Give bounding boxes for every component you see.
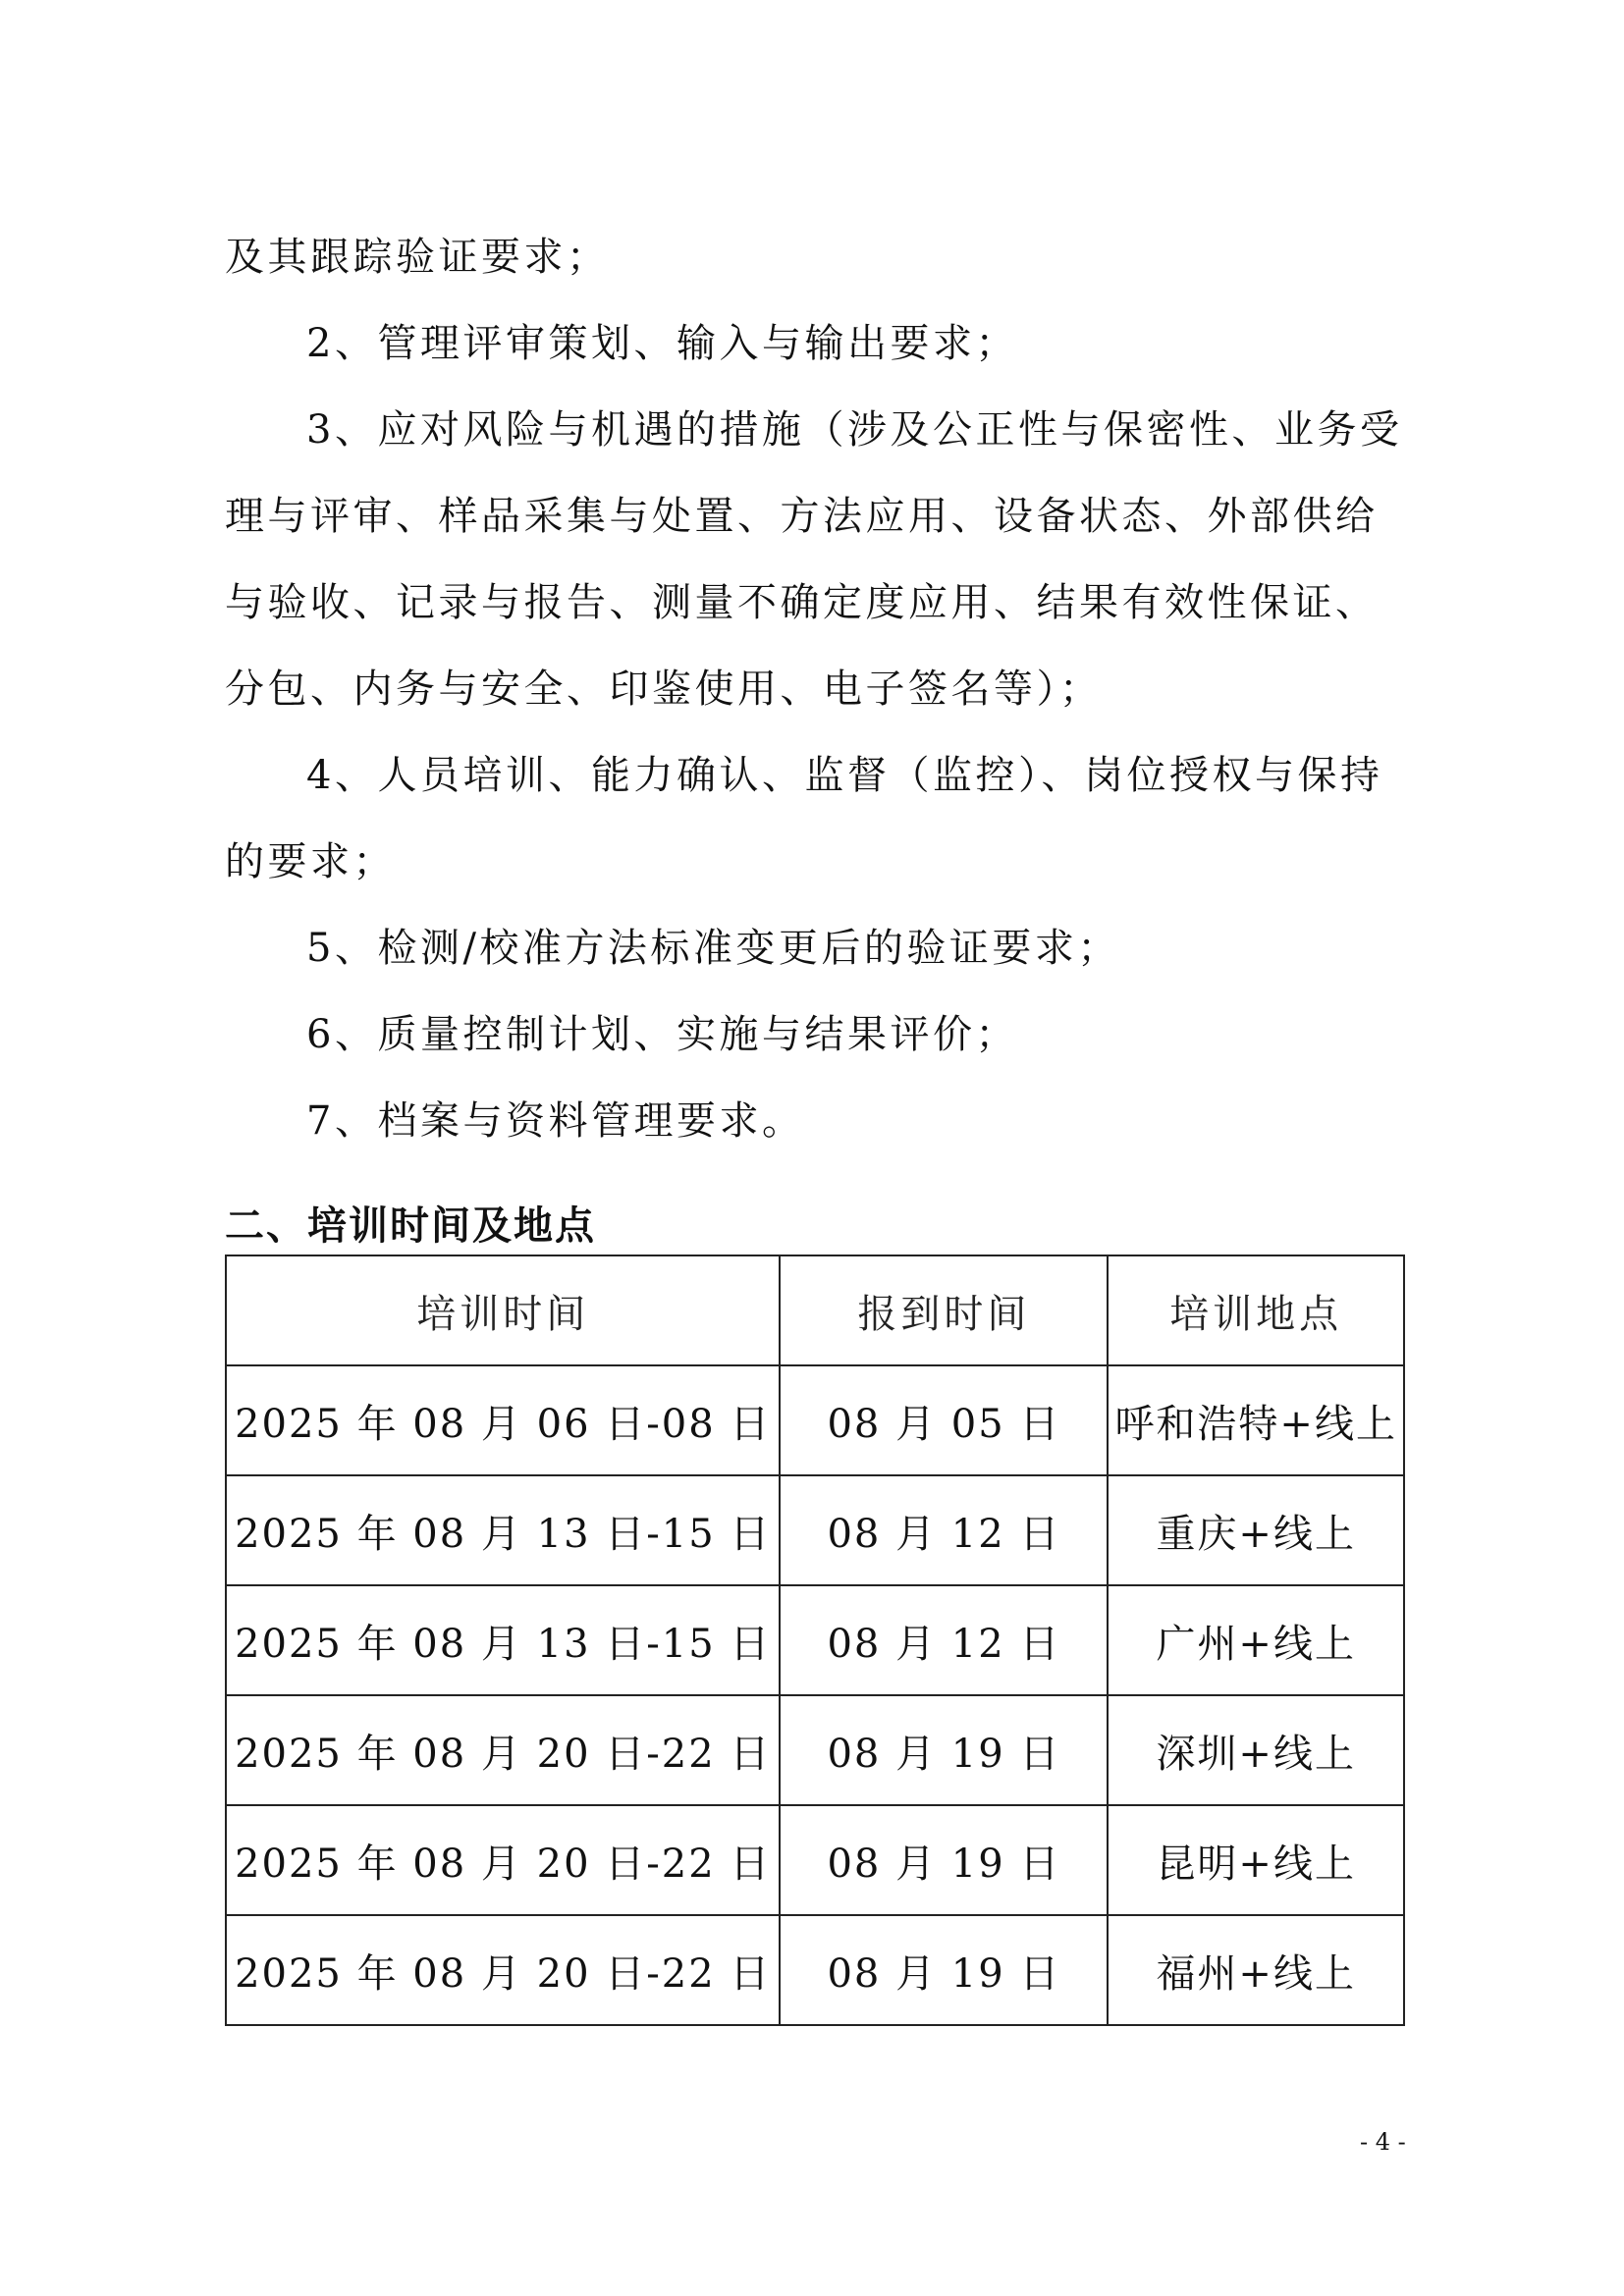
- cell-check-in-time: 08 月 19 日: [780, 1695, 1108, 1805]
- cell-training-time: 2025 年 08 月 20 日-22 日: [226, 1805, 780, 1915]
- list-item-6: 6、质量控制计划、实施与结果评价；: [306, 1012, 1018, 1057]
- paragraph-line: 理与评审、样品采集与处置、方法应用、设备状态、外部供给: [225, 494, 1379, 539]
- list-item-4: 4、人员培训、能力确认、监督（监控）、岗位授权与保持: [306, 753, 1383, 798]
- page-number: - 4 -: [1360, 2128, 1406, 2156]
- table-row: [226, 1915, 1404, 2025]
- cell-check-in-time: 08 月 19 日: [780, 1805, 1108, 1915]
- table-row: [226, 1695, 1404, 1805]
- header-training-location: 培训地点: [1108, 1255, 1404, 1365]
- cell-training-time: 2025 年 08 月 13 日-15 日: [226, 1475, 780, 1585]
- header-training-time: 培训时间: [226, 1255, 780, 1365]
- cell-location: 深圳+线上: [1108, 1695, 1404, 1805]
- cell-location: 呼和浩特+线上: [1108, 1365, 1404, 1475]
- paragraph-line: 的要求；: [225, 839, 396, 884]
- schedule-table: [225, 1255, 1405, 2026]
- list-item-3: 3、应对风险与机遇的措施（涉及公正性与保密性、业务受: [306, 407, 1403, 453]
- header-check-in-time: 报到时间: [780, 1255, 1108, 1365]
- cell-check-in-time: 08 月 19 日: [780, 1915, 1108, 2025]
- cell-check-in-time: 08 月 05 日: [780, 1365, 1108, 1475]
- section-heading: 二、培训时间及地点: [225, 1203, 596, 1249]
- list-item-5: 5、检测/校准方法标准变更后的验证要求；: [306, 926, 1120, 971]
- cell-training-time: 2025 年 08 月 20 日-22 日: [226, 1695, 780, 1805]
- cell-location: 昆明+线上: [1108, 1805, 1404, 1915]
- cell-training-time: 2025 年 08 月 13 日-15 日: [226, 1585, 780, 1695]
- table-row: [226, 1475, 1404, 1585]
- paragraph-line: 分包、内务与安全、印鉴使用、电子签名等）；: [225, 667, 1103, 712]
- list-item-7: 7、档案与资料管理要求。: [306, 1098, 805, 1144]
- cell-location: 广州+线上: [1108, 1585, 1404, 1695]
- cell-location: 福州+线上: [1108, 1915, 1404, 2025]
- table-row: [226, 1365, 1404, 1475]
- cell-training-time: 2025 年 08 月 06 日-08 日: [226, 1365, 780, 1475]
- paragraph-line: 与验收、记录与报告、测量不确定度应用、结果有效性保证、: [225, 580, 1379, 625]
- cell-check-in-time: 08 月 12 日: [780, 1585, 1108, 1695]
- table-row: [226, 1585, 1404, 1695]
- cell-training-time: 2025 年 08 月 20 日-22 日: [226, 1915, 780, 2025]
- table-row: [226, 1805, 1404, 1915]
- table-header-row: [226, 1255, 1404, 1365]
- paragraph-line: 及其跟踪验证要求；: [225, 235, 610, 280]
- cell-location: 重庆+线上: [1108, 1475, 1404, 1585]
- list-item-2: 2、管理评审策划、输入与输出要求；: [306, 321, 1018, 366]
- cell-check-in-time: 08 月 12 日: [780, 1475, 1108, 1585]
